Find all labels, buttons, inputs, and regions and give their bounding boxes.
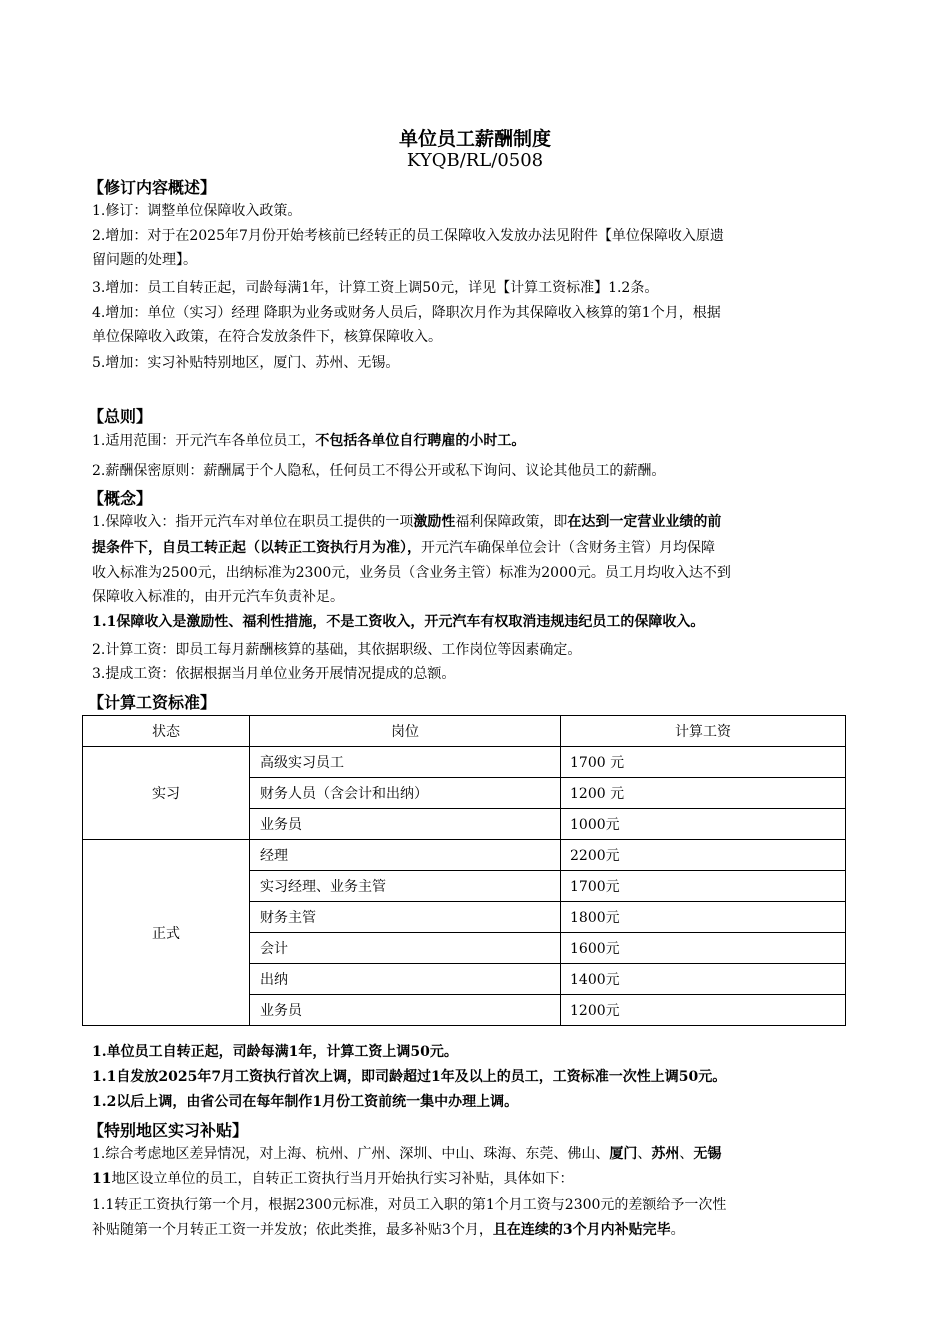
subsidy-line-4 bbox=[92, 1221, 685, 1239]
general-line-1-bold: 不包括各单位自行聘雇的小时工。 bbox=[315, 433, 526, 449]
subsidy-text: 补贴随第一个月转正工资一并发放；依此类推，最多补贴3个月， bbox=[92, 1222, 493, 1238]
concept-bold: 激励性 bbox=[413, 514, 456, 530]
subsidy-line-3: 1.1转正工资执行第一个月，根据2300元标准，对员工入职的第1个月工资与2300元的差额给予一次性 bbox=[92, 1197, 727, 1213]
revision-heading: 【修订内容概述】 bbox=[88, 178, 217, 197]
concept-bold: 在达到一定营业业绩的前 bbox=[567, 514, 722, 530]
position-cell: 实习经理、业务主管 bbox=[250, 871, 561, 902]
subsidy-text: 、 bbox=[679, 1146, 694, 1162]
salary-cell: 1200 元 bbox=[561, 778, 846, 809]
salary-cell: 1400元 bbox=[561, 964, 846, 995]
subsidy-bold: 无锡 bbox=[693, 1146, 722, 1162]
salary-cell: 1700 元 bbox=[561, 747, 846, 778]
revision-line-1: 1.修订：调整单位保障收入政策。 bbox=[92, 203, 302, 219]
salary-cell: 1700元 bbox=[561, 871, 846, 902]
column-header-position: 岗位 bbox=[250, 716, 561, 747]
subsidy-bold: 且在连续的3个月内补贴完毕 bbox=[492, 1222, 671, 1238]
salary-cell: 1000元 bbox=[561, 809, 846, 840]
subsidy-text: 地区设立单位的员工，自转正工资执行当月开始执行实习补贴，具体如下： bbox=[111, 1171, 574, 1187]
concept-text: 1.保障收入：指开元汽车对单位在职员工提供的一项 bbox=[92, 514, 414, 530]
salary-note-2: 1.1自发放2025年7月工资执行首次上调，即司龄超过1年及以上的员工，工资标准一次性上调50元。 bbox=[92, 1069, 727, 1085]
concept-bold: 提条件下，自员工转正起（以转正工资执行月为准）， bbox=[92, 540, 421, 556]
general-line-1 bbox=[92, 432, 525, 450]
position-cell: 高级实习员工 bbox=[250, 747, 561, 778]
subsidy-text: 。 bbox=[670, 1222, 685, 1238]
concept-text: 福利保障政策，即 bbox=[455, 514, 568, 530]
salary-heading: 【计算工资标准】 bbox=[88, 693, 217, 712]
revision-line-2: 2.增加：对于在2025年7月份开始考核前已经转正的员工保障收入发放办法见附件【单位保障收入原遗 bbox=[92, 228, 724, 244]
salary-note-3: 1.2以后上调，由省公司在每年制作1月份工资前统一集中办理上调。 bbox=[92, 1094, 519, 1110]
concept-heading: 【概念】 bbox=[88, 489, 153, 508]
subsidy-line-2 bbox=[92, 1170, 573, 1188]
salary-table bbox=[82, 715, 846, 1026]
subsidy-bold: 苏州 bbox=[651, 1146, 680, 1162]
subsidy-text: 1.综合考虑地区差异情况，对上海、杭州、广州、深圳、中山、珠海、东莞、佛山、 bbox=[92, 1146, 610, 1162]
concept-line-6: 2.计算工资：即员工每月薪酬核算的基础，其依据职级、工作岗位等因素确定。 bbox=[92, 642, 582, 658]
position-cell: 出纳 bbox=[250, 964, 561, 995]
position-cell: 会计 bbox=[250, 933, 561, 964]
document-code: KYQB/RL/0508 bbox=[406, 150, 544, 171]
concept-line-1 bbox=[92, 513, 721, 531]
revision-line-4: 4.增加：单位（实习）经理 降职为业务或财务人员后，降职次月作为其保障收入核算的第1个月，根据 bbox=[92, 305, 721, 321]
concept-line-7: 3.提成工资：依据根据当月单位业务开展情况提成的总额。 bbox=[92, 666, 456, 682]
subsidy-text: 、 bbox=[637, 1146, 652, 1162]
concept-text: 开元汽车确保单位会计（含财务主管）月均保障 bbox=[421, 540, 715, 556]
salary-cell: 2200元 bbox=[561, 840, 846, 871]
column-header-status: 状态 bbox=[83, 716, 250, 747]
position-cell: 业务员 bbox=[250, 995, 561, 1026]
position-cell: 业务员 bbox=[250, 809, 561, 840]
position-cell: 财务人员（含会计和出纳） bbox=[250, 778, 561, 809]
concept-line-5: 1.1保障收入是激励性、福利性措施，不是工资收入，开元汽车有权取消违规违纪员工的保障收入。 bbox=[92, 614, 705, 630]
table-header-row bbox=[83, 716, 846, 747]
revision-line-4-cont: 单位保障收入政策，在符合发放条件下，核算保障收入。 bbox=[92, 329, 442, 345]
general-line-2: 2.薪酬保密原则：薪酬属于个人隐私，任何员工不得公开或私下询问、议论其他员工的薪酬。 bbox=[92, 463, 666, 479]
general-heading: 【总则】 bbox=[88, 407, 153, 426]
salary-cell: 1800元 bbox=[561, 902, 846, 933]
revision-line-5: 5.增加：实习补贴特别地区，厦门、苏州、无锡。 bbox=[92, 355, 400, 371]
salary-note-1: 1.单位员工自转正起，司龄每满1年，计算工资上调50元。 bbox=[92, 1044, 458, 1060]
subsidy-bold: 厦门 bbox=[609, 1146, 638, 1162]
salary-cell: 1600元 bbox=[561, 933, 846, 964]
subsidy-bold: 11 bbox=[92, 1171, 112, 1187]
status-cell-intern: 实习 bbox=[83, 747, 250, 840]
salary-cell: 1200元 bbox=[561, 995, 846, 1026]
concept-line-2 bbox=[92, 539, 715, 557]
revision-line-3: 3.增加：员工自转正起，司龄每满1年，计算工资上调50元，详见【计算工资标准】1.2条。 bbox=[92, 280, 659, 296]
column-header-salary: 计算工资 bbox=[561, 716, 846, 747]
position-cell: 经理 bbox=[250, 840, 561, 871]
revision-line-2-cont: 留问题的处理】。 bbox=[92, 252, 197, 268]
concept-line-3: 收入标准为2500元，出纳标准为2300元，业务员（含业务主管）标准为2000元。员工月均收入达不到 bbox=[92, 565, 731, 581]
concept-line-4: 保障收入标准的，由开元汽车负责补足。 bbox=[92, 589, 344, 605]
general-line-1-text: 1.适用范围：开元汽车各单位员工， bbox=[92, 433, 316, 449]
table-row bbox=[83, 747, 846, 778]
position-cell: 财务主管 bbox=[250, 902, 561, 933]
subsidy-line-1 bbox=[92, 1145, 721, 1163]
subsidy-heading: 【特别地区实习补贴】 bbox=[88, 1121, 249, 1140]
status-cell-formal: 正式 bbox=[83, 840, 250, 1026]
document-title: 单位员工薪酬制度 bbox=[398, 128, 551, 150]
table-row bbox=[83, 840, 846, 871]
